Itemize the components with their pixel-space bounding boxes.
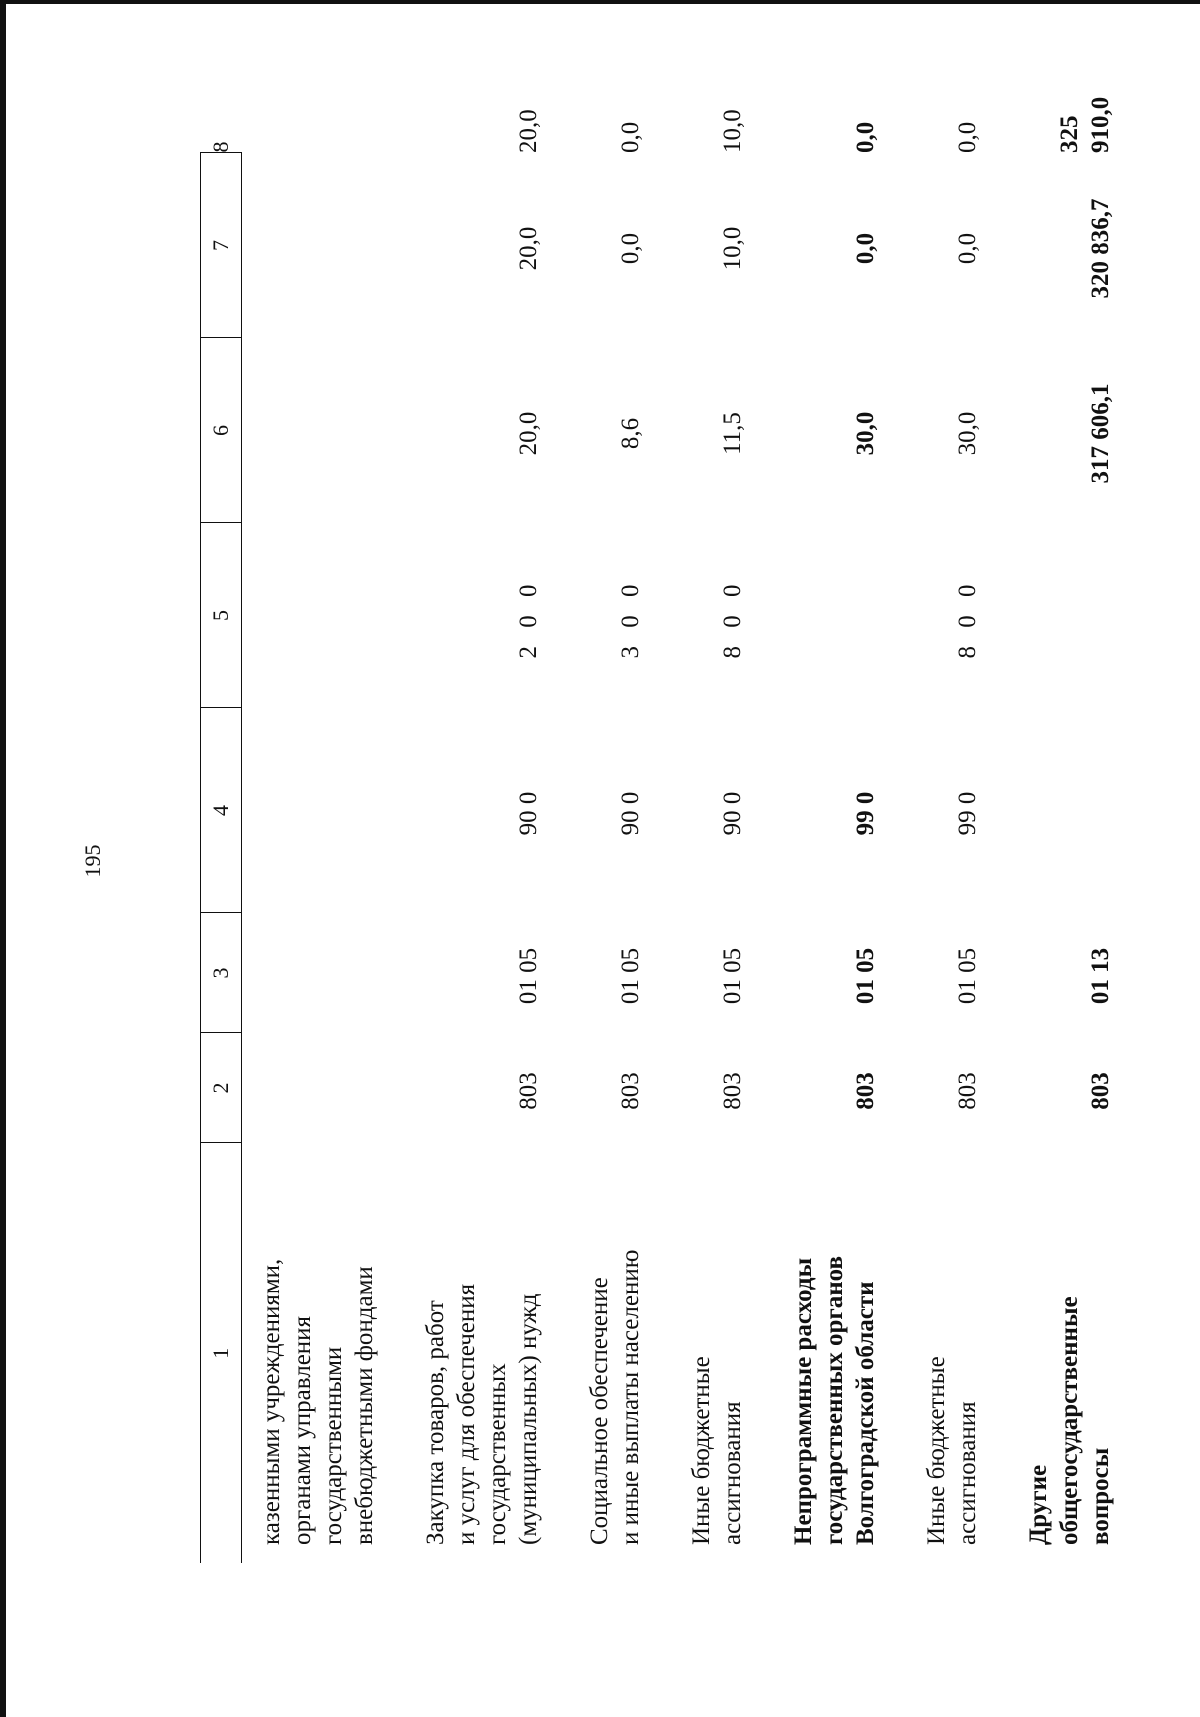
cell-amount-col6: 30,0 (954, 411, 981, 456)
cell-amount-col6: 11,5 (719, 412, 746, 455)
column-header: 4 (201, 708, 242, 913)
cell-amount-col6: 8,6 (617, 417, 644, 450)
cell-target: 90 0 (617, 791, 644, 836)
table-row: Другие общегосударственные вопросы 803 01 13 317 606,1 320 836,7 325 910,0 (1023, 153, 1116, 1563)
cell-target: 99 0 (852, 791, 879, 836)
column-numbers-row: 1 2 3 4 5 6 7 8 (201, 153, 242, 1563)
column-header: 1 (201, 1143, 242, 1563)
row-description: Закупка товаров, работ и услуг для обеспечения государственных (муниципальных) нужд (422, 1283, 542, 1545)
cell-department: 803 (1087, 1072, 1114, 1110)
cell-section: 01 05 (617, 947, 644, 1005)
column-header: 2 (201, 1033, 242, 1143)
cell-department: 803 (954, 1072, 981, 1110)
cell-amount-col6: 317 606,1 (1087, 383, 1114, 484)
budget-table (200, 96, 1116, 1564)
cell-target (1023, 708, 1116, 913)
cell-department (242, 1033, 381, 1143)
table-row (242, 153, 381, 1563)
rotated-page-content (200, 96, 1114, 1563)
row-description: Социальное обеспечение и иные выплаты населению (586, 1249, 644, 1545)
cell-amount-col7: 320 836,7 (1087, 198, 1114, 299)
cell-expense-type: 8 0 0 (719, 578, 746, 659)
row-description: казенными учреждениями, органами управления государственными внебюджетными фондами (258, 1258, 378, 1545)
cell-expense-type (242, 523, 381, 708)
row-description: Иные бюджетные ассигнования (923, 1356, 981, 1545)
cell-amount-col7: 0,0 (617, 232, 644, 265)
page-number: 195 (80, 844, 105, 878)
cell-target: 90 0 (515, 791, 542, 836)
row-description: Иные бюджетные ассигнования (688, 1356, 746, 1545)
cell-expense-type: 3 0 0 (617, 578, 644, 659)
column-header: 3 (201, 913, 242, 1033)
column-header: 7 (201, 153, 242, 338)
cell-expense-type (1023, 523, 1116, 708)
cell-section: 01 05 (852, 947, 879, 1005)
table-row: Непрограммные расходы государственных органов Волгоградской области 803 01 05 99 0 30,0 0,0 0,0 (788, 153, 881, 1563)
cell-section: 01 05 (954, 947, 981, 1005)
cell-amount-col6: 20,0 (515, 411, 542, 456)
cell-department: 803 (515, 1072, 542, 1110)
table-row: Иные бюджетные ассигнования 803 01 05 90 0 8 0 0 11,5 10,0 10,0 (686, 153, 748, 1563)
cell-expense-type: 8 0 0 (954, 578, 981, 659)
cell-department: 803 (852, 1072, 879, 1110)
cell-department: 803 (719, 1072, 746, 1110)
cell-amount-col7: 0,0 (954, 232, 981, 265)
cell-section: 01 05 (719, 947, 746, 1005)
cell-amount-col7: 20,0 (515, 226, 542, 271)
cell-section: 01 05 (515, 947, 542, 1005)
cell-expense-type (788, 523, 881, 708)
cell-target: 90 0 (719, 791, 746, 836)
cell-amount-col6 (242, 338, 381, 523)
cell-section (242, 913, 381, 1033)
column-header: 5 (201, 523, 242, 708)
cell-target (242, 708, 381, 913)
table-row: Иные бюджетные ассигнования 803 01 05 99 0 8 0 0 30,0 0,0 0,0 (921, 153, 983, 1563)
column-header: 6 (201, 338, 242, 523)
cell-amount-col7: 0,0 (852, 232, 879, 265)
cell-section: 01 13 (1087, 947, 1114, 1005)
cell-amount-col7: 10,0 (719, 226, 746, 271)
cell-target: 99 0 (954, 791, 981, 836)
row-description: Другие общегосударственные вопросы (1025, 1296, 1114, 1545)
table-row: Социальное обеспечение и иные выплаты населению 803 01 05 90 0 3 0 0 8,6 0,0 0,0 (584, 153, 646, 1563)
cell-amount-col7 (242, 153, 381, 338)
scan-edge-top (0, 0, 1200, 4)
scan-edge-left (0, 0, 6, 1717)
cell-expense-type: 2 0 0 (515, 578, 542, 659)
cell-amount-col6: 30,0 (852, 411, 879, 456)
row-description: Непрограммные расходы государственных органов Волгоградской области (790, 1255, 879, 1545)
table-row: Закупка товаров, работ и услуг для обеспечения государственных (муниципальных) нужд 803 01 05 90 0 2 0 0 20,0 20,0 20,0 (420, 153, 544, 1563)
cell-department: 803 (617, 1072, 644, 1110)
